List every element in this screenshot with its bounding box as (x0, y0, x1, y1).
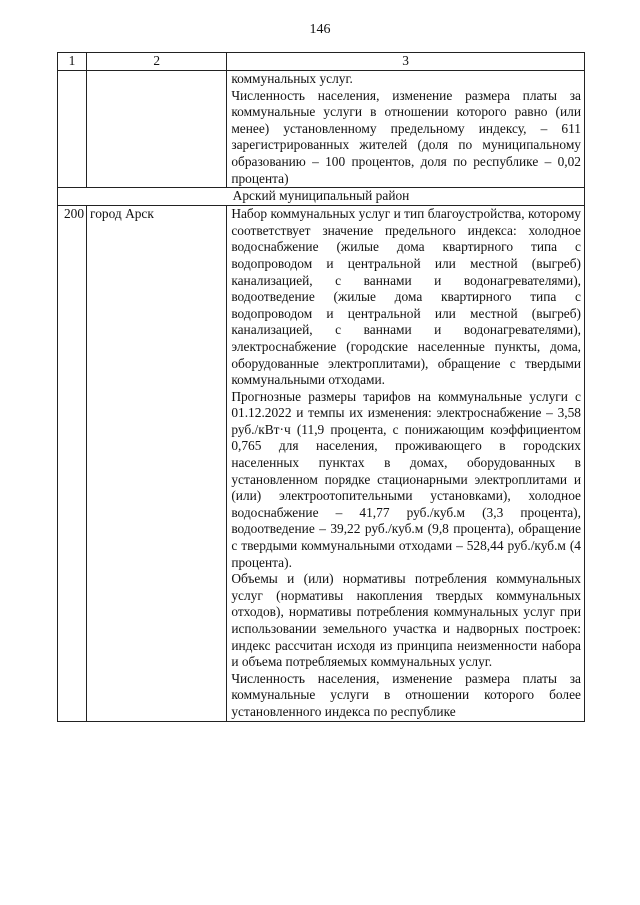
paragraph: Численность населения, изменение размера платы за коммунальные услуги в отношении которого равно (или менее) установленному предельному индексу, – 611 зарегистрированных жителей (доля по муниципальному образованию – 100 процентов, доля по республике – 0,02 процента) (231, 87, 581, 186)
paragraph: Объемы и (или) нормативы потребления коммунальных услуг (нормативы накопления твердых коммунальных отходов), нормативы потребления коммунальных услуг при использовании земельного участка и надворных построек: индекс рассчитан исходя из принципа неизменности набора и объема потребляемых коммунальных услуг. (231, 571, 581, 670)
paragraph: Набор коммунальных услуг и тип благоустройства, которому соответствует значение предельного индекса: холодное водоснабжение (жилые дома квартирного типа с водопроводом и центральной или местной (выгреб) канализацией, с ваннами и водонагревателями), водоотведение (жилые дома квартирного типа с водопроводом и центральной или местной (выгреб) канализацией, с ваннами и водонагревателями), электроснабжение (городские населенные пункты, дома, оборудованные электроплитами), обращение с твердыми коммунальными отходами. (231, 206, 581, 388)
cell-empty-number (58, 71, 87, 188)
table-row (58, 206, 585, 721)
cell-description-continuation (227, 71, 585, 188)
section-row (58, 188, 585, 206)
municipality-name: город Арск (87, 206, 227, 721)
section-title: Арский муниципальный район (58, 188, 585, 206)
tariff-table (57, 52, 585, 722)
page-number: 146 (309, 22, 331, 37)
paragraph: Прогнозные размеры тарифов на коммунальные услуги с 01.12.2022 и темпы их изменения: электроснабжение – 3,58 руб./кВт·ч (11,9 процента, с понижающим коэффициентом 0,765 для населения, проживающего в городских населенных пунктах в домах, оборудованных в установленном порядке стационарными электроплитами и (или) электроотопительными установками), холодное водоснабжение – 41,77 руб./куб.м (3,3 процента), водоотведение – 39,22 руб./куб.м (9,8 процента), обращение с твердыми коммунальными отходами – 528,44 руб./куб.м (4 процента). (231, 388, 581, 570)
column-header-1: 1 (58, 53, 87, 71)
table-row-continuation (58, 71, 585, 188)
table-header-row (58, 53, 585, 71)
paragraph: Численность населения, изменение размера платы за коммунальные услуги в отношении которого более установленного индекса по республике (231, 670, 581, 719)
cell-empty-name (87, 71, 227, 188)
column-header-2: 2 (87, 53, 227, 71)
column-header-3: 3 (227, 53, 585, 71)
cell-description (227, 206, 585, 721)
paragraph: коммунальных услуг. (231, 71, 353, 86)
row-number: 200 (58, 206, 87, 721)
